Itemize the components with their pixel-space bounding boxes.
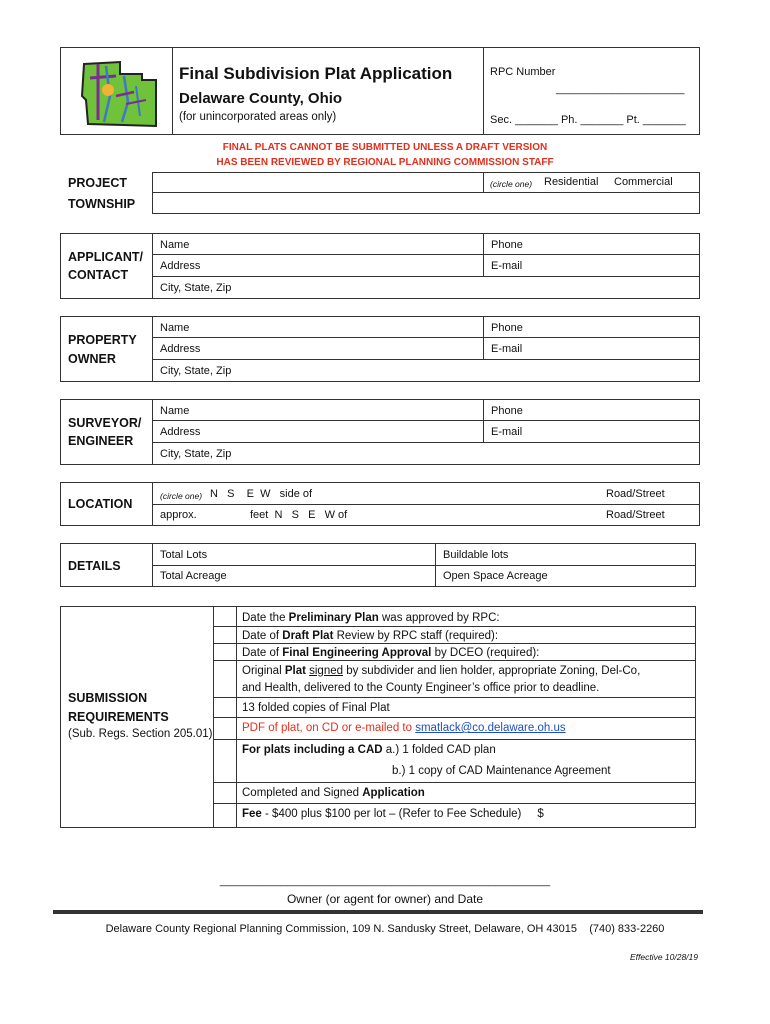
req-rule-2 [213,643,696,644]
footer-address: Delaware County Regional Planning Commission, 109 N. Sandusky Street, Delaware, OH 43015 (740) 833-2260 [105,923,665,935]
total-lots-label: Total Lots [160,549,208,561]
req-original-plat[interactable]: Original Plat signed by subdivider and lien holder, appropriate Zoning, Del-Co, [242,665,641,677]
applicant-address-label: Address [160,260,201,272]
location-directions-1[interactable]: N S E W side of [210,488,313,500]
owner-address-field[interactable] [152,337,484,360]
applicant-city-field[interactable] [152,276,700,299]
residential-option[interactable]: Residential [544,176,599,188]
submission-section: (Sub. Regs. Section 205.01) [68,728,213,740]
surveyor-label-2: ENGINEER [68,434,134,448]
req-cad-line2[interactable]: b.) 1 copy of CAD Maintenance Agreement [392,765,611,777]
location-road-1: Road/Street [606,488,665,500]
form-title: Final Subdivision Plat Application [179,64,453,83]
applicant-address-field[interactable] [152,254,484,277]
warning-line-2: HAS BEEN REVIEWED BY REGIONAL PLANNING COMMISSION STAFF [216,157,554,168]
applicant-label-2: CONTACT [68,268,129,282]
details-label: DETAILS [68,559,121,573]
applicant-phone-label: Phone [491,239,523,251]
req-application[interactable]: Completed and Signed Application [242,787,425,799]
surveyor-name-field[interactable] [152,399,484,421]
owner-label-box [60,316,153,382]
req-preliminary-plan[interactable]: Date the Preliminary Plan was approved by RPC: [242,612,500,624]
owner-city-field[interactable] [152,359,700,382]
scope-note: (for unincorporated areas only) [179,111,337,123]
req-draft-plat[interactable]: Date of Draft Plat Review by RPC staff (required): [242,630,499,642]
warning-line-1: FINAL PLATS CANNOT BE SUBMITTED UNLESS A DRAFT VERSION [222,142,548,153]
surveyor-email-label: E-mail [491,426,523,438]
req-pdf[interactable]: PDF of plat, on CD or e-mailed to smatlack@co.delaware.oh.us [242,722,566,734]
surveyor-address-label: Address [160,426,201,438]
applicant-name-label: Name [160,239,190,251]
township-label: TOWNSHIP [68,197,136,211]
surveyor-address-field[interactable] [152,420,484,443]
open-space-label: Open Space Acreage [443,570,548,582]
location-label: LOCATION [68,497,133,511]
req-fee[interactable]: Fee - $400 plus $100 per lot – (Refer to Fee Schedule) $ [242,808,544,820]
applicant-city-label: City, State, Zip [160,282,232,294]
applicant-email-label: E-mail [491,260,523,272]
effective-date: Effective 10/28/19 [629,952,698,962]
req-rule-8 [213,803,696,804]
surveyor-name-label: Name [160,405,190,417]
location-directions-2[interactable]: feet N S E W of [250,509,348,521]
total-acreage-label: Total Acreage [160,570,227,582]
location-approx: approx. [160,509,197,521]
surveyor-label-1: SURVEYOR/ [68,416,142,430]
owner-phone-label: Phone [491,322,523,334]
header-divider-right [483,47,484,135]
surveyor-phone-label: Phone [491,405,523,417]
footer-rule [53,910,703,914]
req-rule-1 [213,626,696,627]
signature-caption: Owner (or agent for owner) and Date [286,892,484,906]
submission-label-2: REQUIREMENTS [68,710,169,724]
req-rule-4 [213,697,696,698]
req-rule-7 [213,782,696,783]
location-circle-one: (circle one) [160,491,203,501]
applicant-label-1: APPLICANT/ [68,250,143,264]
project-circle-one: (circle one) [490,179,533,189]
buildable-lots-label: Buildable lots [443,549,509,561]
submission-label-1: SUBMISSION [68,691,148,705]
owner-city-label: City, State, Zip [160,365,232,377]
township-field[interactable] [152,192,700,214]
header-divider-left [172,47,173,135]
project-divider [483,172,484,192]
email-link[interactable]: smatlack@co.delaware.oh.us [415,722,566,734]
owner-name-label: Name [160,322,190,334]
req-original-plat-line2: and Health, delivered to the County Engineer’s office prior to deadline. [242,682,600,694]
signature-line[interactable]: ______________________________________________________ [219,875,551,887]
req-rule-5 [213,717,696,718]
rpc-number-label: RPC Number [490,66,556,78]
req-rule-6 [213,739,696,740]
req-final-engineering[interactable]: Date of Final Engineering Approval by DCEO (required): [242,647,540,659]
county-name: Delaware County, Ohio [179,90,343,107]
owner-name-field[interactable] [152,316,484,338]
county-map-logo [76,56,160,132]
req-cad[interactable]: For plats including a CAD a.) 1 folded CAD plan [242,744,496,756]
applicant-name-field[interactable] [152,233,484,255]
sec-ph-pt-field[interactable]: Sec. _______ Ph. _______ Pt. _______ [490,114,686,126]
owner-email-label: E-mail [491,343,523,355]
surveyor-city-label: City, State, Zip [160,448,232,460]
owner-label-1: PROPERTY [68,333,137,347]
req-folded-copies[interactable]: 13 folded copies of Final Plat [242,702,390,714]
surveyor-city-field[interactable] [152,442,700,465]
location-road-2: Road/Street [606,509,665,521]
rpc-number-field[interactable]: _____________________ [556,83,685,95]
req-rule-3 [213,660,696,661]
owner-label-2: OWNER [68,352,116,366]
commercial-option[interactable]: Commercial [614,176,673,188]
owner-address-label: Address [160,343,201,355]
project-label: PROJECT [68,176,128,190]
